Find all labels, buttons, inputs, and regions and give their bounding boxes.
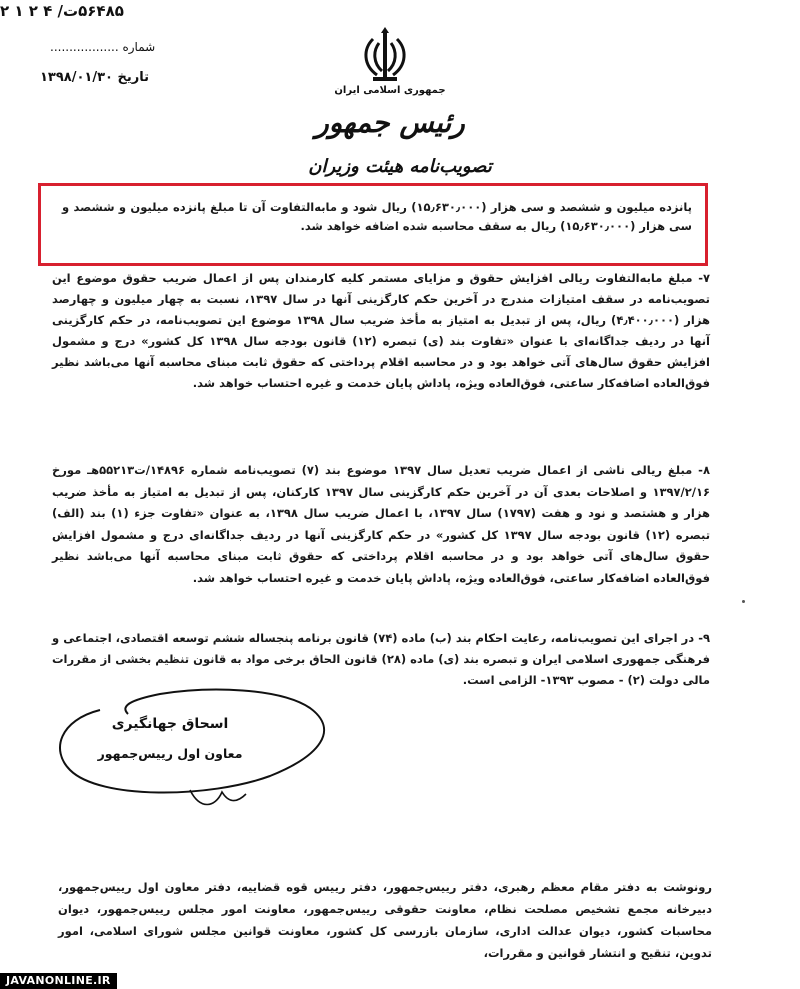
document-kind: تصویب‌نامه هیئت وزیران	[308, 156, 492, 177]
republic-label: جمهوری اسلامی ایران	[334, 85, 446, 96]
signer-title: معاون اول رییس‌جمهور	[97, 746, 243, 761]
copy-to-paragraph: رونوشت به دفتر مقام معظم رهبری، دفتر رییس‌جمهور، دفتر رییس قوه قضاییه، دفتر معاون اول رییس‌جمهور، دبیرخانه مجمع تشخیص مصلحت نظام، معاونت حقوقی رییس‌جمهور، معاونت امور مجلس رییس‌جمهور، دیوان محاسبات کشور، دیوان عدالت اداری، سازمان بازرسی کل کشور، معاونت قوانین مجلس شورای اسلامی، امور تدوین، تنقیح و انتشار قوانین و مقررات،	[58, 880, 712, 960]
number-line: شماره ..................	[50, 40, 156, 54]
signer-name: اسحاق جهانگیری	[111, 716, 229, 732]
date-line: تاریخ ۱۳۹۸/۰۱/۳۰	[40, 70, 150, 85]
paragraph-8: ۸- مبلغ ریالی ناشی از اعمال ضریب تعدیل سال ۱۳۹۷ موضوع بند (۷) تصویب‌نامه شماره ۱۴۸۹۶/ت۵۵۲۱۳هـ مورخ ۱۳۹۷/۲/۱۶ و اصلاحات بعدی آن در آخرین حکم کارگزینی سال ۱۳۹۷ کارکنان، پس از تبدیل به امتیاز به مأخذ ضریب هزار و هشتصد و نود و هفت (۱۷۹۷) سال ۱۳۹۷، با اعمال ضریب سال ۱۳۹۸، به عنوان «تفاوت جزء (۱) بند (الف) تبصره (۱۲) قانون بودجه سال ۱۳۹۷ کل کشور» در حکم کارگزینی آنها در ردیف جداگانه‌ای درج و مشمول افزایش حقوق سال‌های آتی خواهد بود و در محاسبه اقلام پرداختی که حقوق ثابت مبنای محاسبه آنها می‌باشد نظیر فوق‌العاده اضافه‌کار ساعتی، فوق‌العاده ویژه، پاداش پایان خدمت و غیره احتساب خواهد شد.	[52, 463, 711, 585]
site-watermark: JAVANONLINE.IR	[0, 973, 117, 989]
office-title: رئیس جمهور	[315, 106, 465, 139]
paragraph-9: ۹- در اجرای این تصویب‌نامه، رعایت احکام بند (ب) ماده (۷۴) قانون برنامه پنجساله ششم توسعه اقتصادی، اجتماعی و فرهنگی جمهوری اسلامی ایران و تبصره بند (ی) ماده (۲۸) قانون الحاق برخی مواد به قانون تنظیم بخشی از مقررات مالی دولت (۲) - مصوب ۱۳۹۳- الزامی است.	[52, 631, 710, 687]
paragraph-7: ۷- مبلغ مابه‌التفاوت ریالی افزایش حقوق و مزایای مستمر کلیه کارمندان پس از اعمال ضریب حقوق موضوع این تصویب‌نامه در سقف امتیازات مندرج در آخرین حکم کارگزینی آنها در سال ۱۳۹۷، نسبت به چهار میلیون و چهارصد هزار (۴٫۴۰۰٫۰۰۰) ریال، پس از تبدیل به امتیاز به مأخذ ضریب سال ۱۳۹۸ موضوع این تصویب‌نامه، در حکم کارگزینی آنها در ردیف جداگانه‌ای با عنوان «تفاوت بند (ی) تبصره (۱۲) قانون بودجه سال ۱۳۹۸ کل کشور» درج و مشمول افزایش حقوق سال‌های آتی خواهد بود و در محاسبه اقلام پرداختی که حقوق ثابت مبنای محاسبه آنها می‌باشد نظیر فوق‌العاده اضافه‌کار ساعتی، فوق‌العاده ویژه، پاداش پایان خدمت و غیره احتساب خواهد شد.	[52, 271, 710, 390]
reference-number-top: ۵۶۴۸۵ت/ ۴ ۲ ۱ ۲	[0, 2, 124, 20]
speck	[742, 600, 745, 603]
iran-emblem-icon	[355, 25, 415, 85]
highlighted-paragraph: پانزده میلیون و ششصد و سی هزار (۱۵٫۶۳۰٫۰۰۰) ریال شود و مابه‌التفاوت آن تا مبلغ پانزده میلیون و ششصد و سی هزار (۱۵٫۶۳۰٫۰۰۰) ریال به سقف محاسبه شده اضافه خواهد شد.	[62, 200, 693, 233]
